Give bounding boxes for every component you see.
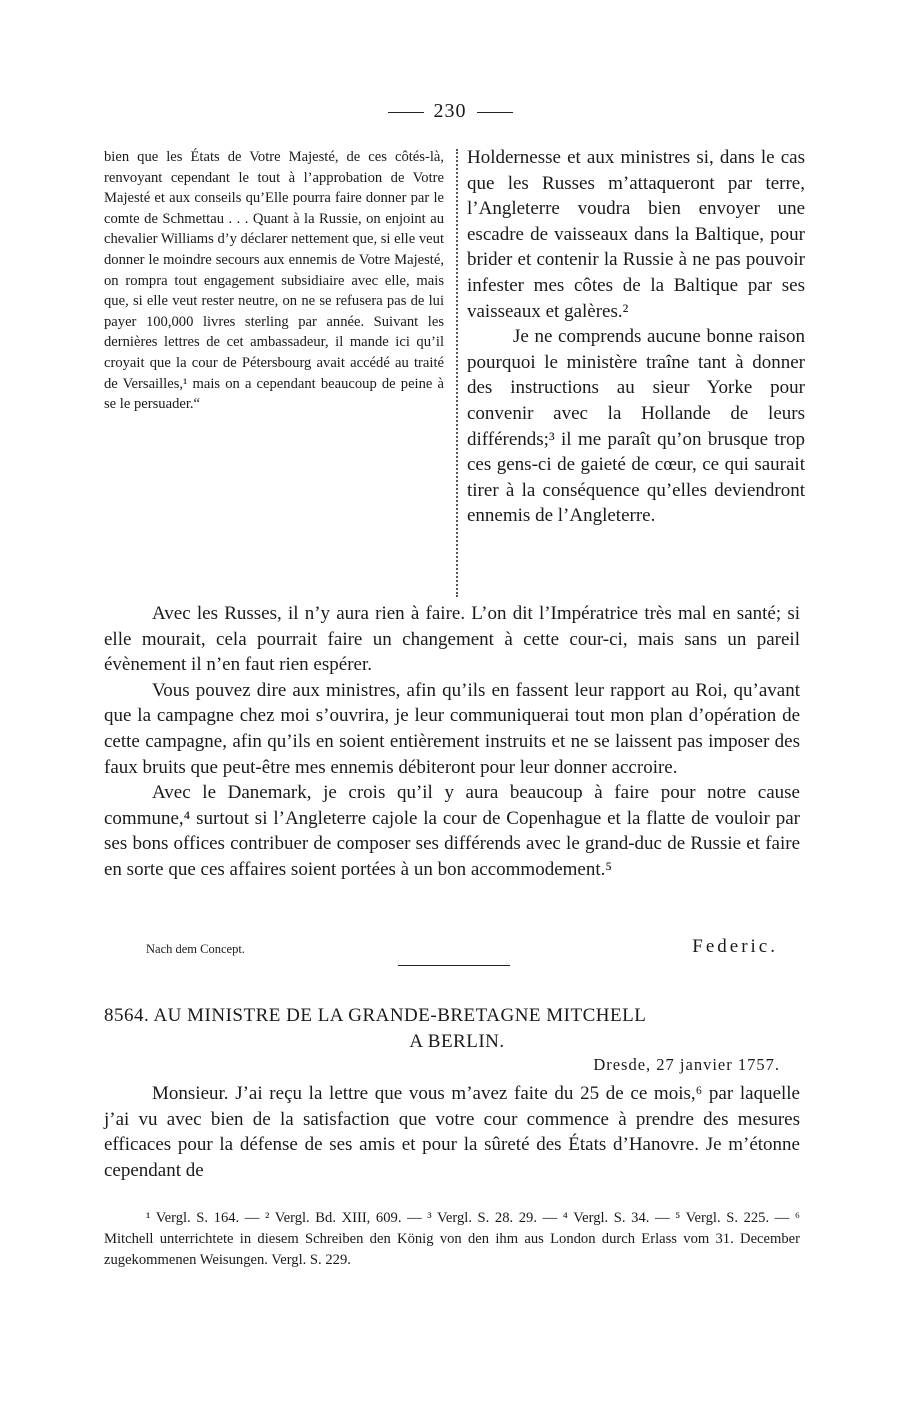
letter-heading-title: 8564. AU MINISTRE DE LA GRANDE-BRETAGNE MITCHELL — [104, 1005, 647, 1026]
closing-row — [104, 936, 778, 962]
letter-heading — [104, 1003, 800, 1055]
two-column-section — [104, 145, 804, 600]
body-paragraph: Vous pouvez dire aux ministres, afin qu’ils en fassent leur rapport au Roi, qu’avant que la campagne chez moi s’ouvrira, je leur communiquerai tout mon plan d’opération de cette campagne, afin qu’ils en soient entièrement instruits et ne se laissent pas imposer des faux bruits que peut-être mes ennemis débiteront pour leur donner accroire. — [104, 679, 800, 778]
main-text — [104, 601, 800, 883]
dateline: Dresde, 27 janvier 1757. — [593, 1055, 780, 1074]
header-dash-right — [477, 112, 513, 113]
signature: Federic. — [692, 936, 778, 957]
footnotes — [104, 1208, 800, 1270]
left-column-quote — [104, 147, 444, 415]
letter-body — [104, 1081, 800, 1183]
page-number: 230 — [433, 100, 467, 122]
letter-heading-location: A BERLIN. — [409, 1031, 505, 1052]
right-column — [467, 145, 805, 529]
page-number-header — [0, 100, 900, 123]
body-paragraph: Avec les Russes, il n’y aura rien à faire. L’on dit l’Impératrice très mal en santé; si elle mourait, cela pourrait faire un changement à cette cour-ci, mais sans un pareil évènement il n’en faut rien espérer. — [104, 603, 800, 676]
left-column-text: bien que les États de Votre Majesté, de ces côtés-là, renvoyant cependant le tout à l’approbation de Votre Majesté et aux conseils qu’Elle pourra faire donner par le comte de Schmettau . . . Quant à la Russie, on enjoint au chevalier Williams d’y déclarer nettement que, si elle veut donner le moindre secours aux ennemis de Votre Majesté, on rompra tout engagement subsidiaire avec elle, mais que, si elle veut rester neutre, on ne se refusera pas de lui payer 100,000 livres sterling par année. Suivant les dernières lettres de cet ambassadeur, il mande ici qu’il croyait que la cour de Pétersbourg avait accédé au traité de Versailles,¹ mais on a cependant beaucoup de peine à se le persuader.“ — [104, 149, 444, 413]
letter-paragraph: Monsieur. J’ai reçu la lettre que vous m’avez faite du 25 de ce mois,⁶ par laquelle j’ai vu avec bien de la satisfaction que votre cour commence à prendre des mesures efficaces pour la défense de ses amis et pour la sûreté des États d’Hanovre. Je m’étonne cependant de — [104, 1083, 800, 1181]
column-divider — [456, 149, 458, 597]
footnote-text: ¹ Vergl. S. 164. — ² Vergl. Bd. XIII, 609. — ³ Vergl. S. 28. 29. — ⁴ Vergl. S. 34. — ⁵ Vergl. S. 225. — ⁶ Mitchell unterrichtete in diesem Schreiben den König von den ihm aus London durch Erlass vom 31. December zugekommenen Weisungen. Vergl. S. 229. — [104, 1210, 800, 1268]
right-column-paragraph: Holdernesse et aux ministres si, dans le cas que les Russes m’attaqueront par terre, l’Angleterre voudra bien envoyer une escadre de vaisseaux dans la Baltique, pour brider et contenir la Russie à ne pas pouvoir infester mes côtes de la Baltique par ses vaisseaux et galères.² — [467, 147, 805, 322]
header-dash-left — [388, 112, 424, 113]
right-column-paragraph: Je ne comprends aucune bonne raison pourquoi le ministère traîne tant à donner des instructions au sieur Yorke pour convenir avec la Hollande de leurs différends;³ il me paraît qu’on brusque trop ces gens-ci de gaieté de cœur, ce qui saurait tirer à la conséquence qu’elles deviendront ennemis de l’Angleterre. — [467, 326, 805, 527]
body-paragraph: Avec le Danemark, je crois qu’il y aura beaucoup à faire pour notre cause commune,⁴ surtout si l’Angleterre cajole la cour de Copenhague et la flatte de vouloir par ses bons offices contribuer de composer ses différends avec le grand-duc de Russie et faire en sorte que ces affaires soient portées à un bon accommodement.⁵ — [104, 782, 800, 880]
section-separator — [398, 965, 510, 966]
source-note: Nach dem Concept. — [146, 942, 245, 956]
